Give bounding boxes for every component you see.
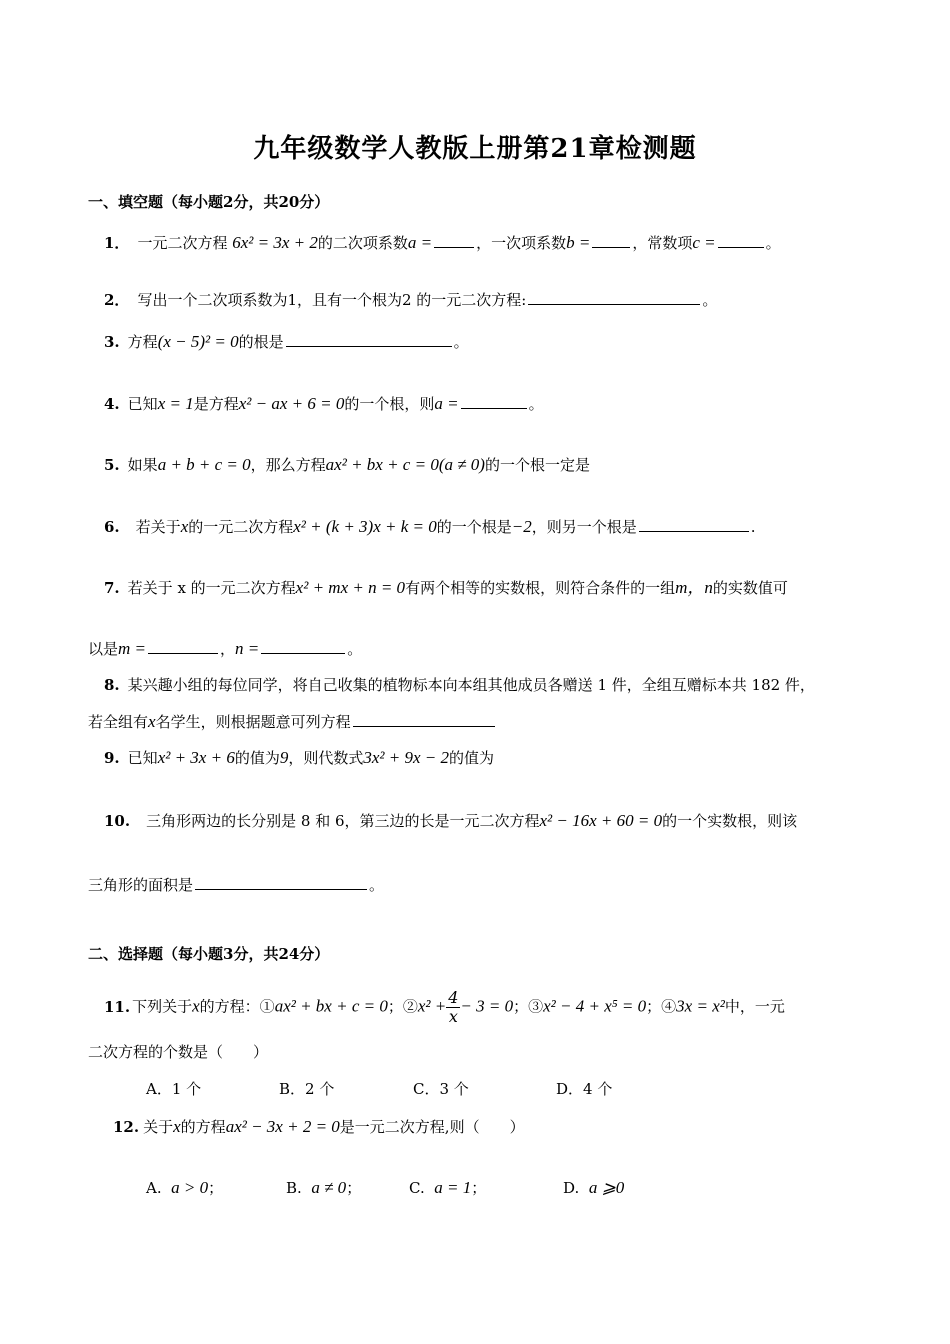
- question-text: 已知: [127, 749, 158, 767]
- question-9: [104, 748, 494, 768]
- equation: x² +: [417, 996, 447, 1016]
- option-d[interactable]: D．4 个: [556, 1080, 613, 1098]
- question-text: 的一个根是: [436, 518, 512, 536]
- question-text: 若关于 x 的一元二次方程: [127, 579, 296, 597]
- option-math: a ≠ 0: [311, 1178, 347, 1197]
- answer-blank[interactable]: [195, 873, 367, 890]
- question-text: 。: [702, 291, 718, 309]
- question-number: 1．: [104, 234, 130, 252]
- question-text: 名学生，则根据题意可列方程: [155, 713, 351, 731]
- equation: 6x² = 3x + 2: [232, 233, 318, 252]
- question-text: 是一元二次方程,则（ ）: [339, 1118, 525, 1136]
- option-b[interactable]: B．2 个: [279, 1080, 335, 1098]
- question-text: ；②: [387, 997, 418, 1016]
- answer-blank[interactable]: [353, 710, 495, 727]
- equation: a + b + c = 0: [157, 455, 251, 474]
- option-math: a = 1: [434, 1178, 472, 1197]
- question-text: ，则另一个根是: [531, 518, 637, 536]
- question-8: [104, 675, 815, 695]
- option-end: ；: [208, 1179, 224, 1197]
- equation: x² − 4 + x⁵ = 0: [543, 996, 647, 1016]
- question-7: [104, 578, 788, 598]
- question-number: 12.: [113, 1118, 140, 1136]
- question-2: [104, 288, 717, 310]
- option-c[interactable]: C．3 个: [413, 1080, 469, 1098]
- question-number: 8.: [104, 676, 120, 694]
- equation: ax² − 3x + 2 = 0: [225, 1117, 340, 1136]
- question-number: 3.: [104, 333, 120, 351]
- equation: x² − 16x + 60 = 0: [539, 811, 663, 830]
- variable: x: [173, 1117, 181, 1136]
- fraction: [446, 989, 460, 1026]
- question-text: 。: [347, 640, 363, 658]
- question-11: [104, 989, 785, 1026]
- section-heading-fill-in: 一、填空题（每小题2分，共20分）: [88, 193, 330, 211]
- question-text: ，常数项: [632, 234, 693, 252]
- variable: n: [704, 578, 713, 597]
- question-text: 方程: [127, 333, 158, 351]
- option-math: a > 0: [171, 1178, 209, 1197]
- question-text: 的方程：①: [199, 997, 275, 1016]
- option-a[interactable]: [146, 1178, 223, 1198]
- equation: (x − 5)² = 0: [157, 332, 239, 351]
- question-number: 10.: [104, 812, 131, 830]
- question-1: [104, 231, 781, 253]
- option-d[interactable]: [563, 1178, 624, 1198]
- fraction-numerator: 4: [448, 988, 459, 1007]
- page-title: 九年级数学人教版上册第21章检测题: [253, 134, 697, 164]
- equation: x² + (k + 3)x + k = 0: [293, 517, 437, 536]
- question-text: 的值为: [449, 749, 495, 767]
- variable: n =: [235, 639, 260, 658]
- question-text: ，: [220, 640, 236, 658]
- question-text: ；④: [646, 997, 677, 1016]
- value: 9: [279, 748, 289, 767]
- question-text: 的一个根，则: [344, 395, 435, 413]
- answer-blank[interactable]: [286, 330, 452, 347]
- question-10: [104, 811, 797, 831]
- question-text: 关于: [143, 1118, 174, 1136]
- question-5: [104, 455, 590, 475]
- question-text: 。: [528, 395, 544, 413]
- question-10-continued: [88, 873, 384, 895]
- question-number: 4.: [104, 395, 120, 413]
- root-value: −2: [511, 517, 532, 536]
- answer-blank[interactable]: [261, 637, 345, 654]
- option-b[interactable]: [286, 1178, 361, 1198]
- equation: ax² + bx + c = 0: [274, 996, 388, 1016]
- question-text: 若全组有: [88, 713, 149, 731]
- variable: x: [148, 712, 156, 731]
- question-number: 6.: [104, 518, 120, 536]
- equation: − 3 = 0: [460, 996, 514, 1016]
- question-number: 11.: [104, 997, 131, 1016]
- question-text: 的二次项系数: [317, 234, 408, 252]
- answer-blank[interactable]: [148, 637, 218, 654]
- question-8-continued: [88, 710, 497, 732]
- option-label: B.: [286, 1179, 302, 1197]
- variable: a =: [407, 233, 433, 252]
- equation: x² − ax + 6 = 0: [238, 394, 345, 413]
- equation: 3x = x²: [676, 996, 725, 1016]
- question-text: ，则代数式: [288, 749, 364, 767]
- question-text: .: [750, 518, 756, 536]
- variable: x: [180, 517, 189, 536]
- option-a[interactable]: A．1 个: [146, 1080, 202, 1098]
- question-text: 的根是: [238, 333, 284, 351]
- question-number: 9.: [104, 749, 120, 767]
- question-text: ；③: [513, 997, 544, 1016]
- question-11-continued: 二次方程的个数是（ ）: [88, 1043, 269, 1061]
- equation: x² + mx + n = 0: [295, 578, 406, 597]
- question-text: 的实数值可: [712, 579, 788, 597]
- variable: a =: [434, 394, 459, 413]
- question-text: 已知: [127, 395, 158, 413]
- section-heading-multiple-choice: 二、选择题（每小题3分，共24分）: [88, 945, 330, 963]
- question-text: 是方程: [193, 395, 239, 413]
- question-text: 中，一元: [724, 997, 785, 1016]
- answer-blank[interactable]: [434, 231, 474, 248]
- fraction-denominator: x: [448, 1007, 458, 1026]
- question-text: 三角形两边的长分别是 8 和 6，第三边的长是一元二次方程: [146, 812, 540, 830]
- question-text: 有两个相等的实数根，则符合条件的一组: [405, 579, 676, 597]
- question-text: ，那么方程: [250, 456, 326, 474]
- answer-blank[interactable]: [461, 392, 527, 409]
- question-text: 一元二次方程: [137, 234, 228, 252]
- question-number: 2．: [104, 291, 130, 309]
- question-text: 以是: [88, 640, 119, 658]
- option-end: ；: [471, 1179, 487, 1197]
- equation: x = 1: [157, 394, 194, 413]
- variable: m =: [118, 639, 147, 658]
- question-text: 三角形的面积是: [88, 876, 194, 894]
- question-text: 。: [765, 234, 781, 252]
- option-label: D.: [563, 1179, 580, 1197]
- variable: b =: [566, 233, 591, 252]
- answer-blank[interactable]: [718, 231, 764, 248]
- question-text: ，一次项系数: [476, 234, 567, 252]
- question-text: 若关于: [135, 518, 181, 536]
- question-text: 的值为: [234, 749, 280, 767]
- option-end: ；: [346, 1179, 362, 1197]
- question-text: 写出一个二次项系数为1，且有一个根为2 的一元二次方程:: [137, 291, 527, 309]
- question-text: 的一个实数根，则该: [662, 812, 798, 830]
- expression: x² + 3x + 6: [157, 748, 235, 767]
- question-text: 下列关于: [132, 997, 193, 1016]
- answer-blank[interactable]: [592, 231, 630, 248]
- question-text: 某兴趣小组的每位同学，将自己收集的植物标本向本组其他成员各赠送 1 件，全组互赠标本共 182 件，: [127, 676, 815, 694]
- question-7-continued: [88, 637, 362, 659]
- question-12: [113, 1117, 525, 1137]
- question-text: 如果: [127, 456, 158, 474]
- question-6: [104, 515, 756, 537]
- question-text: 的一元二次方程: [188, 518, 294, 536]
- option-math: a ⩾0: [588, 1178, 625, 1197]
- question-number: 5.: [104, 456, 120, 474]
- variable: m，: [675, 578, 705, 597]
- answer-blank[interactable]: [639, 515, 749, 532]
- question-3: [104, 330, 469, 352]
- question-text: 。: [453, 333, 469, 351]
- expression: 3x² + 9x − 2: [363, 748, 449, 767]
- variable: x: [192, 996, 200, 1016]
- question-text: 的方程: [180, 1118, 226, 1136]
- equation: ax² + bx + c = 0(a ≠ 0): [325, 455, 485, 474]
- question-text: 的一个根一定是: [484, 456, 590, 474]
- option-c[interactable]: [409, 1178, 486, 1198]
- option-label: C.: [409, 1179, 425, 1197]
- variable: c =: [692, 233, 716, 252]
- question-number: 7.: [104, 579, 120, 597]
- question-text: 。: [369, 876, 385, 894]
- question-4: [104, 392, 544, 414]
- option-label: A.: [146, 1179, 162, 1197]
- answer-blank[interactable]: [528, 288, 700, 305]
